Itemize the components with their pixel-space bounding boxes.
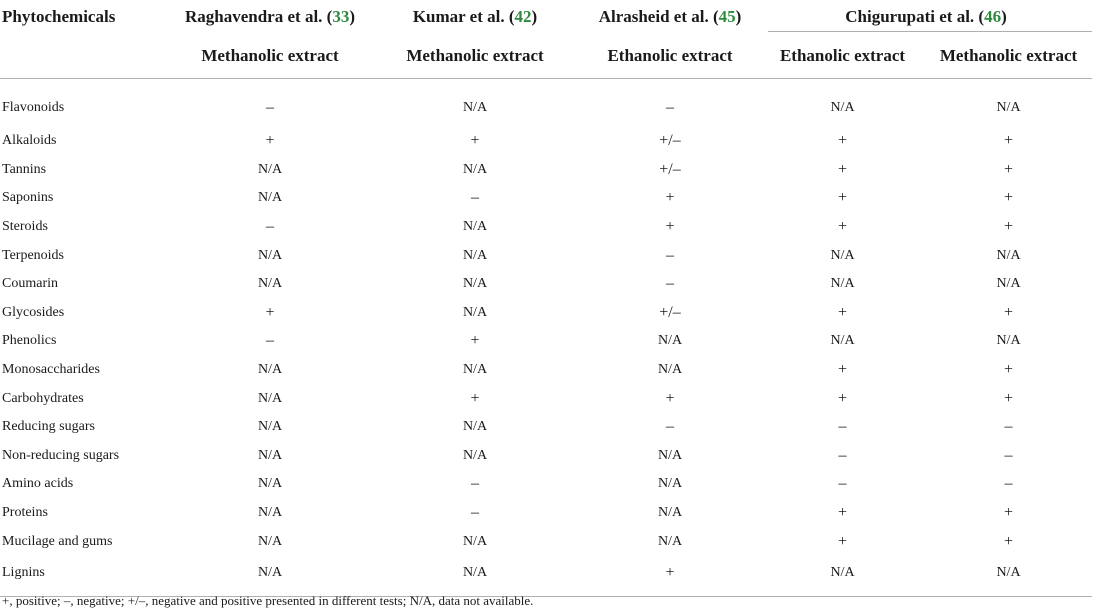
cell-value: N/A xyxy=(257,390,283,406)
table-row xyxy=(0,270,1092,299)
cell-value: + xyxy=(1003,132,1014,150)
cell-value: + xyxy=(665,389,675,407)
cell-value: N/A xyxy=(370,556,580,597)
table-row xyxy=(0,556,1092,597)
cell-value: N/A xyxy=(462,419,488,435)
cell-value: N/A xyxy=(257,161,283,177)
table-row xyxy=(0,213,1092,242)
cell-value: – xyxy=(838,446,847,464)
cell-value: – xyxy=(1004,418,1013,436)
cell-value: – xyxy=(666,418,674,436)
table-row xyxy=(0,299,1092,328)
cell-value: N/A xyxy=(257,447,283,463)
cell-value: + xyxy=(265,132,275,150)
table-row xyxy=(0,184,1092,213)
header-study-alrasheid xyxy=(580,0,760,34)
header-empty xyxy=(0,34,170,79)
row-name: Steroids xyxy=(2,219,48,235)
cell-value: N/A xyxy=(257,247,283,263)
table-row xyxy=(0,499,1092,528)
table-row xyxy=(0,79,1092,128)
cell-value: + xyxy=(837,504,848,522)
row-name: Proteins xyxy=(2,505,48,521)
cell-value: N/A xyxy=(830,333,855,349)
header-extract: Methanolic extract xyxy=(925,34,1092,79)
reference-link[interactable]: 46 xyxy=(984,7,1002,26)
reference-link[interactable]: 33 xyxy=(332,7,350,26)
table-body xyxy=(0,79,1092,597)
table-row xyxy=(0,356,1092,385)
cell-value: + xyxy=(837,132,848,150)
row-name: Flavonoids xyxy=(2,100,65,115)
row-name: Mucilage and gums xyxy=(2,533,113,549)
header-extract: Ethanolic extract xyxy=(580,34,760,79)
cell-value: + xyxy=(470,332,480,350)
cell-value: N/A xyxy=(996,247,1021,263)
cell-value: N/A xyxy=(657,476,683,492)
cell-value: – xyxy=(471,475,479,493)
cell-value: N/A xyxy=(996,100,1021,115)
cell-value: + xyxy=(665,218,675,236)
header-study-chigurupati xyxy=(760,0,1092,34)
cell-value: – xyxy=(471,504,479,522)
cell-value: + xyxy=(1003,160,1014,178)
table-row xyxy=(0,442,1092,471)
row-name: Coumarin xyxy=(2,276,58,292)
cell-value: N/A xyxy=(462,362,488,378)
cell-value: N/A xyxy=(657,362,683,378)
cell-value: + xyxy=(837,532,848,550)
cell-value: + xyxy=(580,556,760,597)
header-phytochemicals: Phytochemicals xyxy=(2,7,116,26)
cell-value: + xyxy=(837,389,848,407)
cell-value: N/A xyxy=(657,333,683,349)
header-extract: Ethanolic extract xyxy=(760,34,925,79)
table-row xyxy=(0,413,1092,442)
cell-value: – xyxy=(1004,475,1013,493)
header-row-studies xyxy=(0,0,1092,34)
table-row xyxy=(0,527,1092,556)
cell-value: N/A xyxy=(257,419,283,435)
study-close: ) xyxy=(1001,7,1007,26)
cell-value: N/A xyxy=(257,362,283,378)
cell-value: +/– xyxy=(659,303,681,321)
cell-value: N/A xyxy=(760,556,925,597)
header-extract: Methanolic extract xyxy=(370,34,580,79)
cell-value: + xyxy=(1003,189,1014,207)
cell-value: N/A xyxy=(830,276,855,292)
cell-value: N/A xyxy=(657,505,683,521)
study-author: Alrasheid et al. ( xyxy=(598,7,719,26)
cell-value: N/A xyxy=(257,276,283,292)
cell-value: – xyxy=(838,418,847,436)
header-extract: Methanolic extract xyxy=(170,34,370,79)
table-footnote: +, positive; –, negative; +/–, negative and positive presented in different tests; N/A, data not available. xyxy=(2,593,534,608)
cell-value: + xyxy=(1003,504,1014,522)
row-name: Terpenoids xyxy=(2,247,65,263)
cell-value: N/A xyxy=(996,276,1021,292)
row-name: Carbohydrates xyxy=(2,390,84,406)
row-name: Phenolics xyxy=(2,333,57,349)
cell-value: N/A xyxy=(462,100,488,115)
reference-link[interactable]: 42 xyxy=(514,7,532,26)
cell-value: N/A xyxy=(462,247,488,263)
cell-value: + xyxy=(837,189,848,207)
cell-value: – xyxy=(666,99,674,116)
header-study-raghavendra xyxy=(170,0,370,34)
cell-value: – xyxy=(471,189,479,207)
study-close: ) xyxy=(349,7,355,26)
cell-value: – xyxy=(266,332,274,350)
cell-value: + xyxy=(1003,361,1014,379)
cell-value: N/A xyxy=(925,556,1092,597)
table-header xyxy=(0,0,1092,79)
row-name: Monosaccharides xyxy=(2,362,100,378)
table-row xyxy=(0,327,1092,356)
cell-value: + xyxy=(837,160,848,178)
cell-value: N/A xyxy=(462,533,488,549)
header-row-extracts xyxy=(0,34,1092,79)
cell-value: N/A xyxy=(657,533,683,549)
table-row xyxy=(0,384,1092,413)
cell-value: + xyxy=(470,132,480,150)
cell-value: – xyxy=(838,475,847,493)
study-close: ) xyxy=(531,7,538,26)
study-author: Chigurupati et al. ( xyxy=(845,7,985,26)
cell-value: N/A xyxy=(830,247,855,263)
table-row xyxy=(0,241,1092,270)
cell-value: + xyxy=(1003,218,1014,236)
cell-value: + xyxy=(665,189,675,207)
cell-value: + xyxy=(1003,532,1014,550)
cell-value: + xyxy=(470,389,480,407)
cell-value: +/– xyxy=(659,132,681,150)
cell-value: – xyxy=(266,99,274,116)
cell-value: – xyxy=(666,275,674,293)
cell-value: + xyxy=(1003,389,1014,407)
cell-value: N/A xyxy=(462,161,488,177)
cell-value: + xyxy=(837,303,848,321)
cell-value: + xyxy=(837,361,848,379)
row-name: Glycosides xyxy=(2,304,65,320)
row-name: Reducing sugars xyxy=(2,419,95,435)
cell-value: + xyxy=(265,303,275,321)
row-name: Amino acids xyxy=(2,476,74,492)
cell-value: – xyxy=(666,246,674,264)
cell-value: +/– xyxy=(659,160,681,178)
cell-value: – xyxy=(266,218,274,236)
group-underline xyxy=(768,31,1092,32)
cell-value: N/A xyxy=(257,533,283,549)
cell-value: N/A xyxy=(170,556,370,597)
study-author: Kumar et al. ( xyxy=(412,7,515,26)
study-close: ) xyxy=(735,7,742,26)
header-study-kumar xyxy=(370,0,580,34)
cell-value: N/A xyxy=(257,476,283,492)
cell-value: N/A xyxy=(257,505,283,521)
row-name: Non-reducing sugars xyxy=(2,447,120,463)
study-author: Raghavendra et al. ( xyxy=(185,7,333,26)
table-row xyxy=(0,470,1092,499)
reference-link[interactable]: 45 xyxy=(718,7,736,26)
table-row xyxy=(0,127,1092,156)
cell-value: N/A xyxy=(257,190,283,206)
cell-value: N/A xyxy=(462,304,488,320)
cell-value: + xyxy=(1003,303,1014,321)
row-name: Saponins xyxy=(2,190,54,206)
cell-value: N/A xyxy=(462,219,488,235)
row-name: Alkaloids xyxy=(2,133,57,149)
cell-value: – xyxy=(1004,446,1013,464)
row-name: Lignins xyxy=(0,556,170,597)
row-name: Tannins xyxy=(2,161,47,177)
cell-value: + xyxy=(837,218,848,236)
cell-value: N/A xyxy=(462,276,488,292)
table-row xyxy=(0,156,1092,185)
cell-value: N/A xyxy=(830,100,855,115)
cell-value: N/A xyxy=(462,447,488,463)
cell-value: N/A xyxy=(657,447,683,463)
cell-value: N/A xyxy=(996,333,1021,349)
